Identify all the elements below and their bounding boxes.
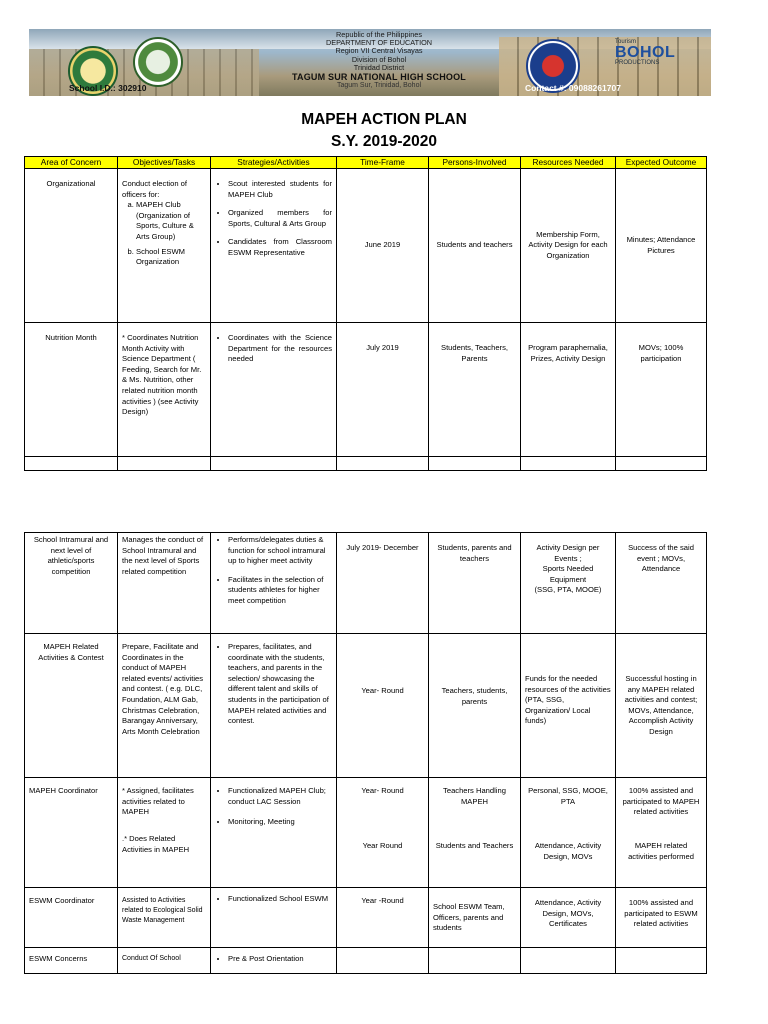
banner-school-address: Tagum Sur, Trinidad, Bohol [336, 82, 422, 90]
objectives-cell [118, 778, 211, 888]
strategies-cell [211, 888, 337, 948]
list-item: • Coordinates with the Science Department for the resources needed [228, 333, 332, 365]
column-header: Resources Needed [521, 157, 616, 169]
area-cell: School Intramural and next level of athletic/sports competition [25, 533, 118, 634]
resources-line: Activity Design per Events ; [536, 543, 600, 563]
persons-line: Students and Teachers [435, 841, 514, 850]
column-header: Objectives/Tasks [118, 157, 211, 169]
document-title: MAPEH ACTION PLAN [301, 111, 467, 128]
column-header: Time-Frame [337, 157, 429, 169]
bohol-logo-text: BOHOL [615, 44, 676, 61]
bohol-logo [615, 39, 703, 75]
outcome-cell: Successful hosting in any MAPEH related activities and contest; MOVs, Attendance, Accomplish Activity Design [616, 634, 707, 778]
contact-number: Contact #: 09088261707 [525, 83, 621, 93]
action-plan-table-2 [24, 532, 707, 974]
strategies-cell [211, 634, 337, 778]
resources-cell: Program paraphernalia, Prizes, Activity Design [521, 323, 616, 457]
table-row [25, 948, 707, 974]
list-item: b. School ESWM Organization [136, 247, 206, 268]
persons-cell: School ESWM Team, Officers, parents and students [429, 888, 521, 948]
time-frame-cell: Year- Round [337, 634, 429, 778]
outcome-cell: MOVs; 100% participation [616, 323, 707, 457]
outcome-cell: Success of the said event ; MOVs, Attendance [616, 533, 707, 634]
persons-cell: Students, Teachers, Parents [429, 323, 521, 457]
banner-line-5: Trinidad District [353, 62, 405, 72]
list-item: a. MAPEH Club (Organization of Sports, Culture & Arts Group) [136, 200, 206, 242]
objectives-cell: Assisted to Activities related to Ecological Solid Waste Management [118, 888, 211, 948]
area-cell: MAPEH Related Activities & Contest [25, 634, 118, 778]
school-id: School I.D.: 302910 [69, 83, 147, 93]
strategies-cell [211, 169, 337, 323]
objectives-cell: Conduct Of School [118, 948, 211, 974]
banner-line-2: DEPARTMENT OF EDUCATION [325, 38, 433, 48]
objectives-cell: * Coordinates Nutrition Month Activity with Science Department ( Feeding, Search for Mr. & Ms. Nutrition, other related nutrition month activities ) (see Activity Design) [118, 323, 211, 457]
table-row [25, 533, 707, 634]
persons-cell: Students, parents and teachers [429, 533, 521, 634]
persons-line: Teachers Handling MAPEH [443, 786, 506, 806]
resources-line: Sports Needed Equipment [542, 564, 594, 584]
list-item: • Functionalized MAPEH Club; conduct LAC Session [228, 786, 332, 807]
school-year: S.Y. 2019-2020 [330, 133, 437, 150]
resources-cell: Attendance, Activity Design, MOVs, Certificates [521, 888, 616, 948]
strategies-cell [211, 323, 337, 457]
banner-school-name: TAGUM SUR NATIONAL HIGH SCHOOL [292, 72, 466, 83]
objectives-list [122, 200, 206, 268]
bohol-logo-small-text: Tourism [615, 39, 637, 45]
deped-seal-icon [133, 37, 183, 87]
table-row-empty [25, 457, 707, 471]
area-cell: ESWM Coordinator [25, 888, 118, 948]
list-item: • Scout interested students for MAPEH Club [228, 179, 332, 200]
table-row [25, 778, 707, 888]
persons-cell: Students and teachers [429, 169, 521, 323]
objectives-line: .* Does Related Activities in MAPEH [122, 834, 190, 854]
list-item: • Organized members for Sports, Cultural & Arts Group [228, 208, 332, 229]
bohol-logo-productions: PRODUCTIONS [615, 60, 660, 66]
time-frame-cell: July 2019- December [337, 533, 429, 634]
banner-line-4: Division of Bohol [351, 54, 407, 64]
persons-cell: Teachers, students, parents [429, 634, 521, 778]
time-frame-cell: June 2019 [337, 169, 429, 323]
objectives-cell: Manages the conduct of School Intramural and the next level of Sports related competition [118, 533, 211, 634]
resources-cell: Membership Form, Activity Design for each Organization [521, 169, 616, 323]
table-row [25, 169, 707, 323]
objectives-cell [118, 169, 211, 323]
outcome-line: 100% assisted and participated to MAPEH related activities [622, 786, 700, 817]
outcome-cell: Minutes; Attendance Pictures [616, 169, 707, 323]
resources-line: Attendance, Activity Design, MOVs [534, 841, 602, 861]
strategies-cell [211, 948, 337, 974]
strategies-cell [211, 778, 337, 888]
header-banner [29, 29, 711, 96]
list-item: • Facilitates in the selection of students athletes for higher meet competition [228, 575, 332, 607]
time-line: Year- Round [361, 786, 404, 795]
outcome-cell [616, 778, 707, 888]
column-header: Area of Concern [25, 157, 118, 169]
resources-line: (SSG, PTA, MOOE) [534, 585, 602, 595]
banner-line-1: Republic of the Philippines [336, 30, 422, 39]
table-header-row [25, 157, 707, 169]
list-item: • Monitoring, Meeting [228, 817, 332, 828]
resources-line: Personal, SSG, MOOE, PTA [528, 786, 608, 806]
column-header: Strategies/Activities [211, 157, 337, 169]
table-row [25, 323, 707, 457]
time-line: Year Round [362, 841, 403, 850]
table-row [25, 888, 707, 948]
column-header: Persons-Involved [429, 157, 521, 169]
area-cell: Organizational [25, 169, 118, 323]
time-frame-cell: July 2019 [337, 323, 429, 457]
resources-cell [521, 533, 616, 634]
list-item: • Performs/delegates duties & function for school intramural up to higher meet activity [228, 535, 332, 567]
table-row [25, 634, 707, 778]
area-cell: ESWM Concerns [25, 948, 118, 974]
resources-cell: Funds for the needed resources of the activities (PTA, SSG, Organization/ Local funds) [521, 634, 616, 778]
list-item: • Prepares, facilitates, and coordinate with the students, teachers, and parents in the selection/ showcasing the different talent and skills of students in the participation of MAPEH related activities and contest. [228, 642, 332, 727]
banner-heading [259, 31, 499, 90]
list-item: • Candidates from Classroom ESWM Representative [228, 237, 332, 258]
action-plan-table-1 [24, 156, 707, 471]
area-cell: MAPEH Coordinator [25, 778, 118, 888]
list-item: • Pre & Post Orientation [228, 954, 332, 965]
persons-cell [429, 778, 521, 888]
outcome-line: MAPEH related activities performed [628, 841, 694, 861]
area-cell: Nutrition Month [25, 323, 118, 457]
banner-line-3: Region VII Central Visayas [335, 46, 423, 56]
list-item: • Functionalized School ESWM [228, 894, 332, 905]
outcome-cell: 100% assisted and participated to ESWM related activities [616, 888, 707, 948]
strategies-cell [211, 533, 337, 634]
time-frame-cell [337, 778, 429, 888]
objectives-intro: Conduct election of officers for: [122, 179, 188, 199]
time-frame-cell: Year -Round [337, 888, 429, 948]
objectives-line: * Assigned, facilitates activities related to MAPEH [122, 786, 194, 817]
objectives-cell: Prepare, Facilitate and Coordinates in the conduct of MAPEH related events/ activities and contest. ( e.g. DLC, Foundation, ALM Gab, Christmas Celebration, Barangay Anniversary, Arts Month Celebration [118, 634, 211, 778]
column-header: Expected Outcome [616, 157, 707, 169]
resources-cell [521, 778, 616, 888]
